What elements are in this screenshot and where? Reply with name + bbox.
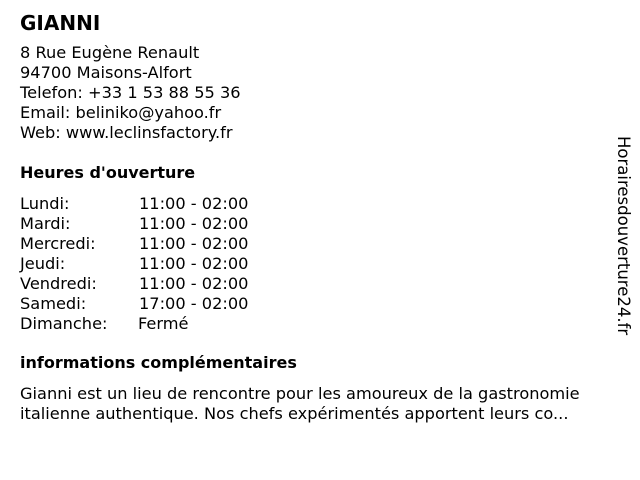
description-line-2: italienne authentique. Nos chefs expérimentés apportent leurs co... bbox=[20, 404, 569, 423]
description-text bbox=[20, 384, 615, 424]
day-label: Mardi: bbox=[20, 214, 71, 233]
time-range: 11:00 - 02:00 bbox=[139, 274, 249, 293]
description-line-1: Gianni est un lieu de rencontre pour les amoureux de la gastronomie bbox=[20, 384, 580, 403]
phone-text: Telefon: +33 1 53 88 55 36 bbox=[20, 83, 241, 102]
business-name: GIANNI bbox=[20, 11, 101, 35]
email-text: Email: beliniko@yahoo.fr bbox=[20, 103, 222, 122]
web-text: Web: www.leclinsfactory.fr bbox=[20, 123, 233, 142]
day-label: Dimanche: bbox=[20, 314, 108, 333]
time-range: 11:00 - 02:00 bbox=[139, 214, 249, 233]
time-range: 11:00 - 02:00 bbox=[139, 254, 249, 273]
day-label: Vendredi: bbox=[20, 274, 97, 293]
additional-info-heading: informations complémentaires bbox=[20, 353, 297, 372]
time-range: 11:00 - 02:00 bbox=[139, 194, 249, 213]
time-range: 17:00 - 02:00 bbox=[139, 294, 249, 313]
time-range: 11:00 - 02:00 bbox=[139, 234, 249, 253]
site-watermark bbox=[612, 136, 634, 346]
contact-block bbox=[20, 43, 241, 143]
day-label: Mercredi: bbox=[20, 234, 96, 253]
hours-heading: Heures d'ouverture bbox=[20, 163, 196, 182]
day-label: Samedi: bbox=[20, 294, 87, 313]
address-line-1: 8 Rue Eugène Renault bbox=[20, 43, 200, 62]
day-label: Jeudi: bbox=[20, 254, 66, 273]
day-label: Lundi: bbox=[20, 194, 70, 213]
closed-label: Fermé bbox=[138, 314, 189, 333]
address-line-2: 94700 Maisons-Alfort bbox=[20, 63, 192, 82]
watermark-text: Horairesdouverture24.fr bbox=[614, 136, 633, 336]
